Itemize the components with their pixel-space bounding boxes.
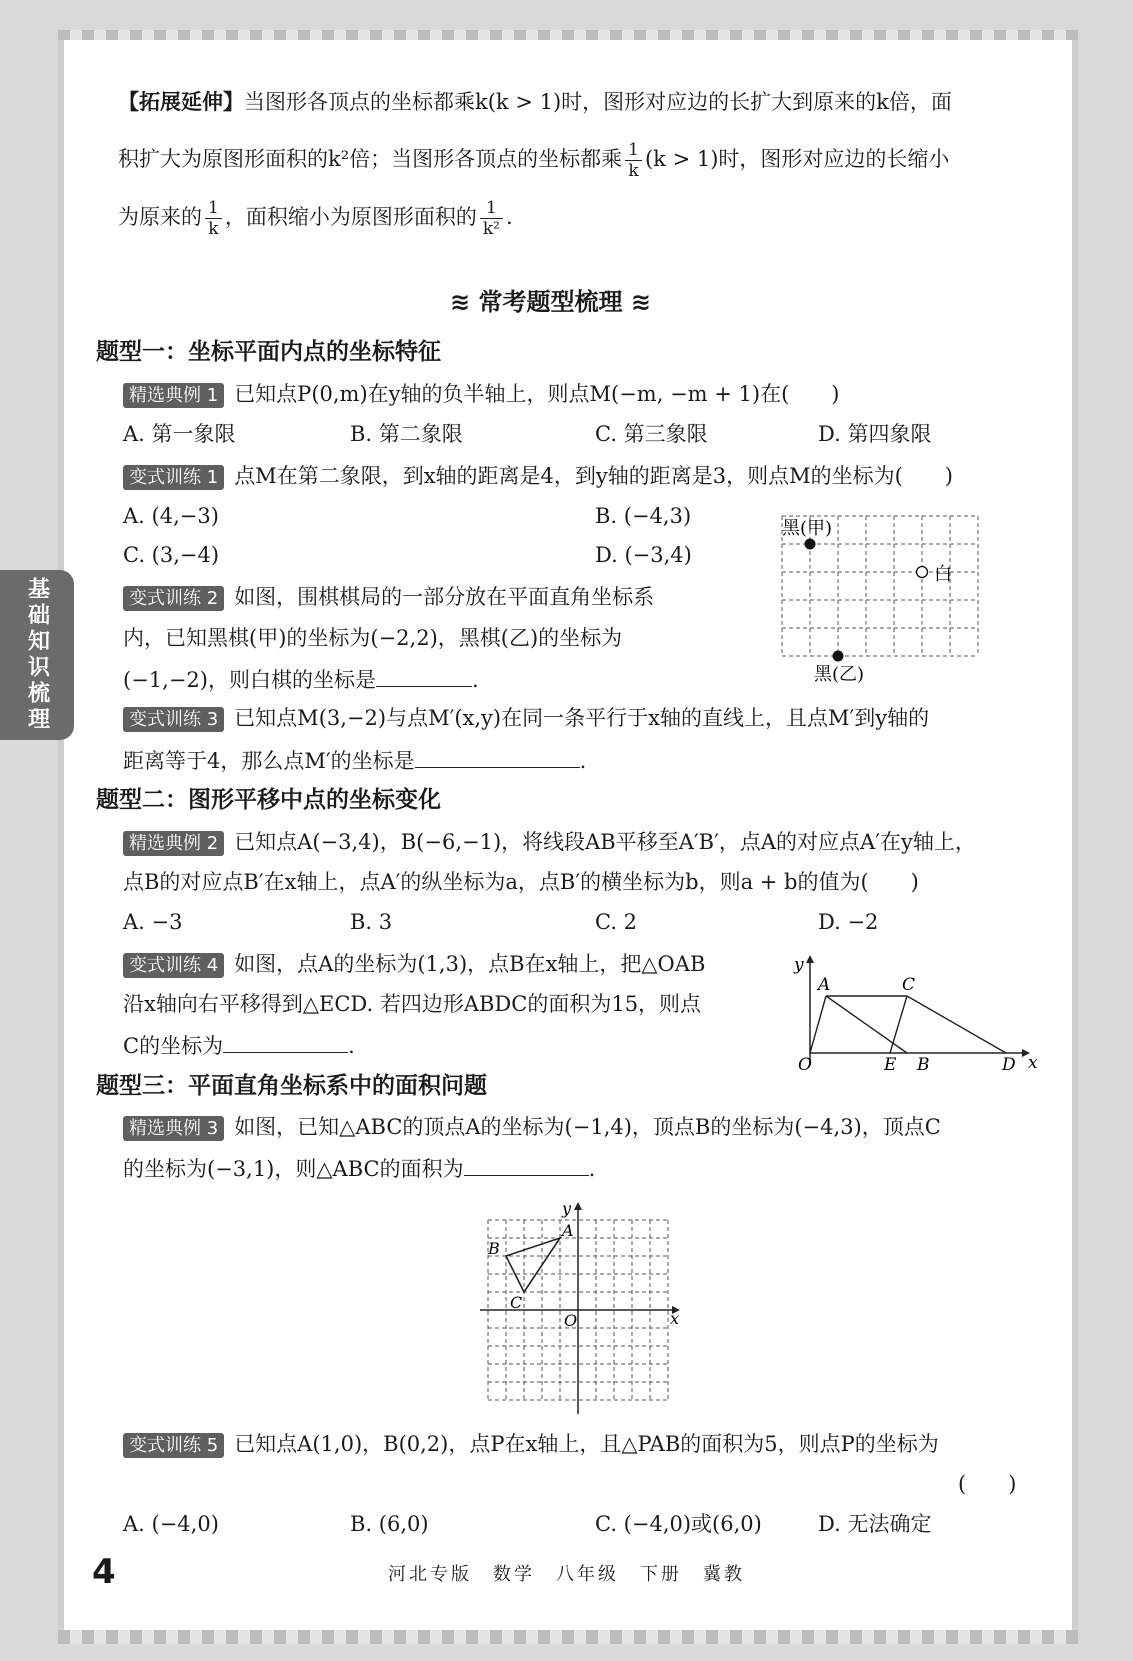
label-O: O bbox=[798, 1055, 812, 1075]
training5-text-1: 已知点A(1,0)，B(0,2)，点P在x轴上，且△PAB的面积为5，则点P的坐标为 bbox=[234, 1432, 939, 1456]
example3-line-1 bbox=[123, 1113, 941, 1141]
training1-option-a: A. (4,−3) bbox=[123, 504, 219, 528]
extension-text-2b: (k > 1)时，图形对应边的长缩小 bbox=[644, 147, 950, 171]
translation-figure bbox=[780, 950, 1040, 1075]
frac-den: k² bbox=[482, 219, 500, 239]
frac-den: k bbox=[208, 219, 219, 239]
extension-text-3b: ，面积缩小为原图形面积的 bbox=[224, 205, 477, 229]
side-tab-label: 基础知识梳理 bbox=[24, 577, 50, 733]
training3-text-2: 距离等于4，那么点M′的坐标是 bbox=[123, 749, 415, 773]
training4-text-3: C的坐标为 bbox=[123, 1034, 224, 1058]
training4-text-1: 如图，点A的坐标为(1,3)，点B在x轴上，把△OAB bbox=[234, 952, 706, 976]
example1-option-a: A. 第一象限 bbox=[123, 422, 236, 446]
extension-line-1 bbox=[118, 88, 952, 116]
training3-period: . bbox=[579, 749, 587, 773]
example2-option-c: C. 2 bbox=[595, 910, 638, 934]
example2-tag: 精选典例 2 bbox=[123, 831, 224, 856]
black-stone-jia bbox=[805, 539, 816, 550]
training2-line-3 bbox=[123, 664, 479, 694]
extension-text-3a: 为原来的 bbox=[118, 205, 202, 229]
training4-answer-blank[interactable] bbox=[223, 1030, 348, 1053]
training1-option-d: D. (−3,4) bbox=[595, 543, 692, 567]
example1 bbox=[123, 380, 839, 408]
training3-text-1: 已知点M(3,−2)与点M′(x,y)在同一条平行于x轴的直线上，且点M′到y轴的 bbox=[234, 706, 930, 730]
training5-option-d: D. 无法确定 bbox=[818, 1512, 932, 1536]
triangle-abc bbox=[506, 1238, 560, 1292]
label-C: C bbox=[510, 1293, 523, 1312]
white-label: 白 bbox=[934, 564, 952, 585]
example1-option-d: D. 第四象限 bbox=[818, 422, 932, 446]
example3-answer-blank[interactable] bbox=[464, 1153, 589, 1176]
example2-text-1: 已知点A(−3,4)，B(−6,−1)，将线段AB平移至A′B′，点A的对应点A′在y轴上， bbox=[234, 830, 976, 854]
extension-text-2a: 积扩大为原图形面积的k²倍；当图形各顶点的坐标都乘 bbox=[118, 147, 623, 171]
fraction-one-over-k bbox=[625, 140, 642, 181]
bottom-border bbox=[58, 1630, 1078, 1644]
example3-period: . bbox=[588, 1157, 596, 1181]
go-board-figure bbox=[770, 506, 1000, 684]
training2-period: . bbox=[471, 668, 479, 692]
training5-option-c: C. (−4,0)或(6,0) bbox=[595, 1512, 762, 1536]
label-O: O bbox=[564, 1311, 578, 1330]
extension-line-2 bbox=[118, 140, 949, 181]
black-yi-label: 黑(乙) bbox=[814, 664, 865, 684]
label-B: B bbox=[917, 1055, 930, 1075]
label-D: D bbox=[1002, 1055, 1016, 1075]
fraction-one-over-k-squared bbox=[480, 198, 503, 239]
fraction-one-over-k-2 bbox=[205, 198, 222, 239]
example2-option-d: D. −2 bbox=[818, 910, 879, 934]
x-label: x bbox=[670, 1309, 680, 1328]
type1-heading: 题型一：坐标平面内点的坐标特征 bbox=[96, 339, 441, 365]
training2-text-2: 内，已知黑棋(甲)的坐标为(−2,2)，黑棋(乙)的坐标为 bbox=[123, 626, 623, 650]
y-label: y bbox=[562, 1199, 572, 1218]
triangle-grid-figure bbox=[470, 1196, 690, 1418]
label-A: A bbox=[562, 1221, 574, 1240]
training2-text-1: 如图，围棋棋局的一部分放在平面直角坐标系 bbox=[234, 585, 655, 609]
example3-line-2 bbox=[123, 1153, 595, 1183]
training2-answer-blank[interactable] bbox=[376, 664, 472, 687]
section-title: ≋ 常考题型梳理 ≋ bbox=[450, 288, 651, 316]
training3-line-2 bbox=[123, 745, 586, 775]
frac-num: 1 bbox=[205, 198, 222, 219]
page-number: 4 bbox=[92, 1552, 116, 1592]
training5-option-a: A. (−4,0) bbox=[123, 1512, 219, 1536]
example3-text-1: 如图，已知△ABC的顶点A的坐标为(−1,4)，顶点B的坐标为(−4,3)，顶点C bbox=[234, 1115, 941, 1139]
training1 bbox=[123, 462, 953, 490]
label-E: E bbox=[884, 1055, 897, 1075]
training4-period: . bbox=[348, 1034, 355, 1058]
example1-option-c: C. 第三象限 bbox=[595, 422, 708, 446]
training1-option-b: B. (−4,3) bbox=[595, 504, 692, 528]
black-jia-label: 黑(甲) bbox=[782, 518, 833, 539]
training5-tag: 变式训练 5 bbox=[123, 1433, 224, 1458]
type3-heading: 题型三：平面直角坐标系中的面积问题 bbox=[96, 1073, 487, 1099]
white-stone bbox=[917, 567, 928, 578]
training1-text: 点M在第二象限，到x轴的距离是4，到y轴的距离是3，则点M的坐标为( ) bbox=[234, 464, 954, 488]
example2-option-b: B. 3 bbox=[350, 910, 393, 934]
extension-text-1: 当图形各顶点的坐标都乘k(k > 1)时，图形对应边的长扩大到原来的k倍，面 bbox=[244, 90, 952, 114]
y-axis-arrow bbox=[574, 1202, 582, 1210]
training4-line-1 bbox=[123, 950, 705, 978]
extension-tag: 【拓展延伸】 bbox=[118, 89, 244, 114]
training2-tag: 变式训练 2 bbox=[123, 586, 224, 611]
example2-text-2: 点B的对应点B′在x轴上，点A′的纵坐标为a，点B′的横坐标为b，则a + b的值为( ) bbox=[123, 870, 919, 894]
example2-line-1 bbox=[123, 828, 976, 856]
example1-option-b: B. 第二象限 bbox=[350, 422, 463, 446]
training2-line-1 bbox=[123, 583, 654, 611]
footer-text: 河北专版 数学 八年级 下册 冀教 bbox=[388, 1564, 745, 1585]
black-stone-yi bbox=[833, 651, 844, 662]
training5-answer-paren: ( ) bbox=[958, 1472, 1017, 1496]
frac-num: 1 bbox=[625, 140, 642, 161]
frac-den: k bbox=[628, 161, 639, 181]
example1-text: 已知点P(0,m)在y轴的负半轴上，则点M(−m, −m + 1)在( ) bbox=[234, 382, 840, 406]
label-B: B bbox=[488, 1239, 500, 1258]
x-label: x bbox=[1028, 1053, 1038, 1073]
y-label: y bbox=[794, 955, 804, 975]
example2-option-a: A. −3 bbox=[123, 910, 183, 934]
translation-shapes bbox=[810, 996, 1006, 1053]
training2-text-3: (−1,−2)，则白棋的坐标是 bbox=[123, 668, 376, 692]
extension-text-3c: . bbox=[505, 205, 513, 229]
side-tab bbox=[0, 570, 74, 740]
training1-option-c: C. (3,−4) bbox=[123, 543, 220, 567]
training3-tag: 变式训练 3 bbox=[123, 707, 224, 732]
y-axis-arrow bbox=[806, 955, 814, 963]
training3-line-1 bbox=[123, 704, 929, 732]
label-C: C bbox=[902, 975, 916, 995]
example1-tag: 精选典例 1 bbox=[123, 383, 224, 408]
training5-line-1 bbox=[123, 1430, 939, 1458]
label-A: A bbox=[818, 975, 831, 995]
training4-text-2: 沿x轴向右平移得到△ECD. 若四边形ABDC的面积为15，则点 bbox=[123, 992, 702, 1016]
training3-answer-blank[interactable] bbox=[415, 745, 580, 768]
training1-tag: 变式训练 1 bbox=[123, 465, 224, 490]
type2-heading: 题型二：图形平移中点的坐标变化 bbox=[96, 787, 441, 813]
frac-num: 1 bbox=[480, 198, 503, 219]
training4-line-3 bbox=[123, 1030, 355, 1060]
training5-option-b: B. (6,0) bbox=[350, 1512, 429, 1536]
training4-tag: 变式训练 4 bbox=[123, 953, 224, 978]
extension-line-3 bbox=[118, 198, 513, 239]
example3-tag: 精选典例 3 bbox=[123, 1116, 224, 1141]
example3-text-2: 的坐标为(−3,1)，则△ABC的面积为 bbox=[123, 1157, 464, 1181]
